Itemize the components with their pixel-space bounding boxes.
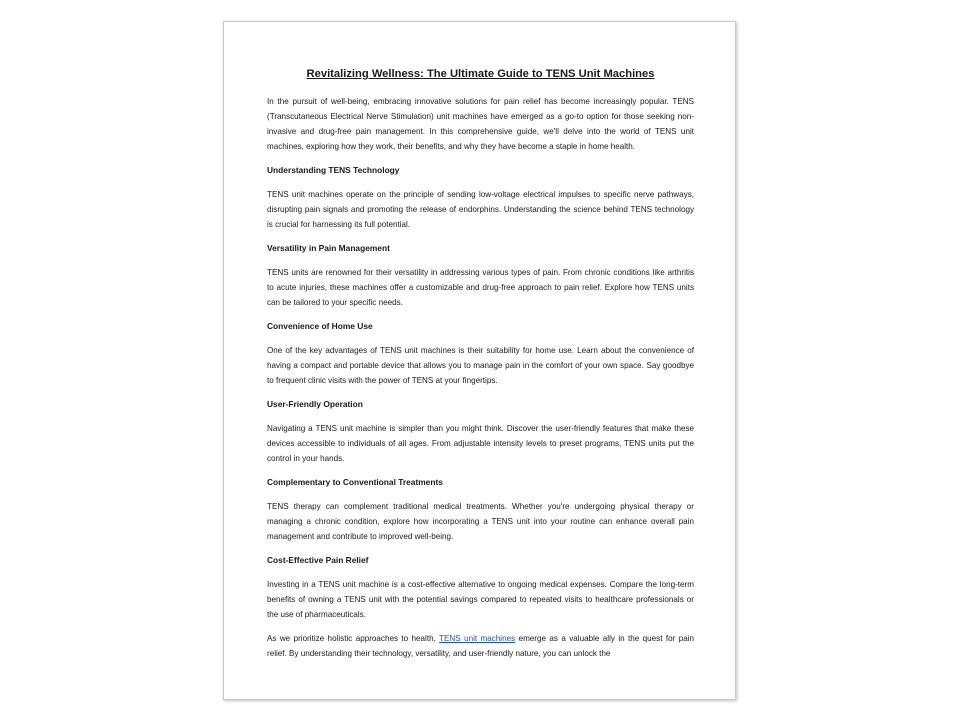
section-body-understanding-tens: TENS unit machines operate on the principle of sending low-voltage electrical impulses to specific nerve pathways, disrupting pain signals and promoting the release of endorphins. Understanding the science behind TENS technology is crucial for harnessing its full potential. [267, 190, 694, 229]
section-body-versatility: TENS units are renowned for their versatility in addressing various types of pain. From chronic conditions like arthritis to acute injuries, these machines offer a customizable and drug-free approach to pain relief. Explore how TENS units can be tailored to your specific needs. [267, 268, 694, 307]
section-heading-versatility: Versatility in Pain Management [267, 243, 390, 253]
tens-unit-machines-link[interactable]: TENS unit machines [439, 634, 516, 643]
section-body-cost-effective: Investing in a TENS unit machine is a cost-effective alternative to ongoing medical expenses. Compare the long-term benefits of owning a TENS unit with the potential savings compared to repeated visits to healthcare professionals or the use of pharmaceuticals. [267, 580, 694, 619]
section-body-home-use: One of the key advantages of TENS unit machines is their suitability for home use. Learn about the convenience of having a compact and portable device that allows you to manage pain in the comfort of your own space. Say goodbye to frequent clinic visits with the power of TENS at your fingertips. [267, 346, 694, 385]
section-heading-understanding-tens: Understanding TENS Technology [267, 165, 400, 175]
section-body-complementary: TENS therapy can complement traditional medical treatments. Whether you're undergoing physical therapy or managing a chronic condition, explore how incorporating a TENS unit into your routine can enhance overall pain management and contribute to improved well-being. [267, 502, 694, 541]
section-heading-cost-effective: Cost-Effective Pain Relief [267, 555, 369, 565]
section-heading-home-use: Convenience of Home Use [267, 321, 373, 331]
closing-text-after-link: emerge as a valuable ally in the quest for pain relief. By understanding their technology, versatility, and user-friendly nature, you can unlock the [267, 634, 695, 658]
section-heading-user-friendly: User-Friendly Operation [267, 399, 363, 409]
closing-paragraph [267, 631, 694, 661]
section-body-user-friendly: Navigating a TENS unit machine is simpler than you might think. Discover the user-friendly features that make these devices accessible to individuals of all ages. From adjustable intensity levels to preset programs, TENS units put the control in your hands. [267, 424, 694, 463]
document-page [223, 21, 736, 700]
page-content [267, 67, 694, 670]
document-title: Revitalizing Wellness: The Ultimate Guide to TENS Unit Machines [306, 68, 655, 80]
section-heading-complementary: Complementary to Conventional Treatments [267, 477, 443, 487]
closing-text-before-link: As we prioritize holistic approaches to health, [267, 634, 440, 643]
intro-paragraph: In the pursuit of well-being, embracing innovative solutions for pain relief has become increasingly popular. TENS (Transcutaneous Electrical Nerve Stimulation) unit machines have emerged as a go-to option for those seeking non-invasive and drug-free pain management. In this comprehensive guide, we'll delve into the world of TENS unit machines, exploring how they work, their benefits, and why they have become a staple in home health. [267, 97, 694, 151]
